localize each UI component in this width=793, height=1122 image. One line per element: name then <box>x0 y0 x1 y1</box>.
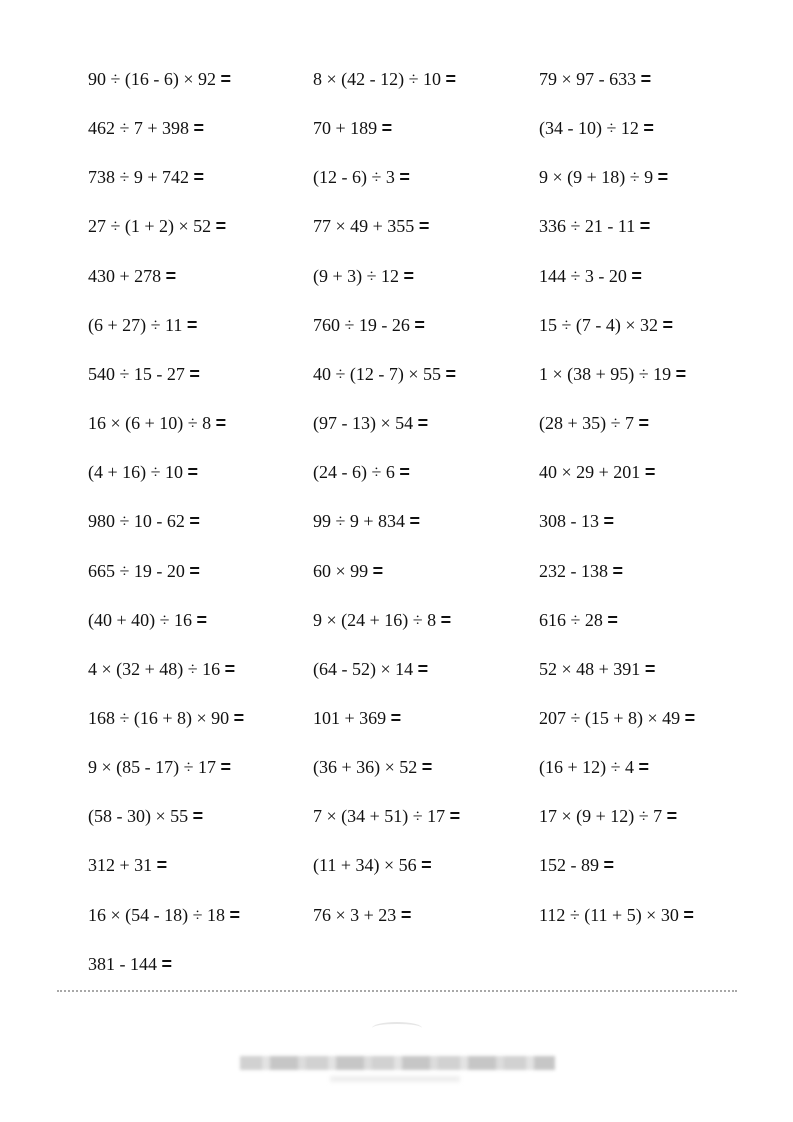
problem-expression: 90 ÷ (16 - 6) × 92 <box>88 69 217 89</box>
math-problem <box>313 457 410 487</box>
math-problem <box>88 506 200 536</box>
problem-expression: 7 × (34 + 51) ÷ 17 <box>313 806 446 827</box>
problem-expression: 207 ÷ (15 + 8) × 49 <box>539 707 681 728</box>
equals-sign: = <box>657 167 669 188</box>
problem-row <box>0 457 793 487</box>
equals-sign: = <box>381 118 393 139</box>
equals-sign: = <box>220 757 232 778</box>
problem-expression: 980 ÷ 10 - 62 <box>88 511 185 532</box>
equals-sign: = <box>445 363 457 384</box>
equals-sign: = <box>215 413 227 434</box>
problem-expression: 760 ÷ 19 - 26 <box>313 314 410 335</box>
problem-expression: 9 × (24 + 16) ÷ 8 <box>313 609 437 630</box>
problem-row <box>0 801 793 831</box>
problem-expression: (12 - 6) ÷ 3 <box>313 167 395 188</box>
equals-sign: = <box>193 118 205 139</box>
math-problem <box>313 605 451 635</box>
math-problem <box>88 703 244 733</box>
equals-sign: = <box>666 806 678 827</box>
problem-row <box>0 408 793 438</box>
equals-sign: = <box>638 757 650 778</box>
equals-sign: = <box>187 462 199 483</box>
equals-sign: = <box>399 167 410 188</box>
equals-sign: = <box>403 265 415 286</box>
equals-sign: = <box>421 855 432 876</box>
problem-expression: 430 + 278 <box>88 265 162 286</box>
problem-row <box>0 310 793 340</box>
problem-expression: (64 - 52) × 14 <box>313 658 414 679</box>
equals-sign: = <box>414 314 425 335</box>
problem-expression: 77 × 49 + 355 <box>313 216 415 237</box>
equals-sign: = <box>445 69 457 89</box>
math-problem <box>539 408 649 438</box>
problem-expression: 4 × (32 + 48) ÷ 16 <box>88 658 221 679</box>
problem-expression: 16 × (6 + 10) ÷ 8 <box>88 413 212 434</box>
problem-expression: (11 + 34) × 56 <box>313 855 417 876</box>
problem-expression: 232 - 138 <box>539 560 608 581</box>
math-problem <box>88 64 231 94</box>
math-problem <box>88 359 200 389</box>
problem-row <box>0 850 793 880</box>
math-problem <box>88 211 226 241</box>
math-problem <box>313 162 410 192</box>
problem-row <box>0 900 793 930</box>
math-problem <box>313 359 456 389</box>
problem-row <box>0 211 793 241</box>
problem-row <box>0 162 793 192</box>
equals-sign: = <box>156 855 168 876</box>
equals-sign: = <box>644 658 656 679</box>
footer-logo-mark <box>372 1022 422 1034</box>
math-problem <box>539 556 623 586</box>
problem-expression: 738 ÷ 9 + 742 <box>88 167 190 188</box>
problem-expression: (36 + 36) × 52 <box>313 757 418 778</box>
problem-row <box>0 949 793 979</box>
math-problem <box>88 900 240 930</box>
problem-row <box>0 359 793 389</box>
math-problem <box>539 162 668 192</box>
problem-expression: (16 + 12) ÷ 4 <box>539 757 635 778</box>
problem-expression: 40 ÷ (12 - 7) × 55 <box>313 363 442 384</box>
math-problem <box>88 949 172 979</box>
problem-expression: 9 × (9 + 18) ÷ 9 <box>539 167 654 188</box>
math-problem <box>313 310 425 340</box>
math-problem <box>88 457 198 487</box>
equals-sign: = <box>644 462 656 483</box>
math-problem <box>88 850 167 880</box>
equals-sign: = <box>683 904 694 925</box>
math-problem <box>313 506 420 536</box>
problem-expression: 52 × 48 + 391 <box>539 658 641 679</box>
math-problem <box>539 900 694 930</box>
problem-expression: (40 + 40) ÷ 16 <box>88 609 193 630</box>
equals-sign: = <box>640 69 652 89</box>
math-problem <box>539 654 655 684</box>
equals-sign: = <box>399 462 410 483</box>
math-problem <box>88 752 231 782</box>
problem-expression: 27 ÷ (1 + 2) × 52 <box>88 216 212 237</box>
problem-expression: 99 ÷ 9 + 834 <box>313 511 406 532</box>
equals-sign: = <box>215 216 227 237</box>
problem-row <box>0 654 793 684</box>
equals-sign: = <box>607 609 618 630</box>
math-problem <box>313 703 401 733</box>
math-problem <box>313 408 428 438</box>
problem-row <box>0 64 793 94</box>
problem-expression: 112 ÷ (11 + 5) × 30 <box>539 904 679 925</box>
math-problem <box>539 457 655 487</box>
math-problem <box>313 261 414 291</box>
math-problem <box>313 211 429 241</box>
problem-expression: 144 ÷ 3 - 20 <box>539 265 627 286</box>
problem-row <box>0 556 793 586</box>
equals-sign: = <box>186 314 198 335</box>
math-problem <box>313 801 460 831</box>
problem-expression: (9 + 3) ÷ 12 <box>313 265 400 286</box>
equals-sign: = <box>192 806 204 827</box>
equals-sign: = <box>189 560 200 581</box>
problem-row <box>0 261 793 291</box>
problem-expression: 15 ÷ (7 - 4) × 32 <box>539 314 659 335</box>
problem-expression: 60 × 99 <box>313 560 369 581</box>
math-problem <box>313 113 392 143</box>
math-problem <box>88 408 226 438</box>
problem-expression: (4 + 16) ÷ 10 <box>88 462 184 483</box>
problem-row <box>0 703 793 733</box>
math-problem <box>313 900 411 930</box>
math-problem <box>539 310 673 340</box>
problem-expression: 336 ÷ 21 - 11 <box>539 216 636 237</box>
problem-expression: 462 ÷ 7 + 398 <box>88 118 190 139</box>
equals-sign: = <box>638 413 650 434</box>
math-problem <box>313 752 432 782</box>
problem-expression: (28 + 35) ÷ 7 <box>539 413 635 434</box>
problem-expression: 312 + 31 <box>88 855 153 876</box>
equals-sign: = <box>603 855 615 876</box>
equals-sign: = <box>675 363 687 384</box>
problem-expression: (34 - 10) ÷ 12 <box>539 118 639 139</box>
equals-sign: = <box>417 658 429 679</box>
problem-expression: 9 × (85 - 17) ÷ 17 <box>88 757 217 778</box>
dotted-divider <box>57 990 737 992</box>
equals-sign: = <box>421 757 433 778</box>
math-problem <box>88 113 204 143</box>
problem-expression: (97 - 13) × 54 <box>313 413 414 434</box>
math-problem <box>539 850 614 880</box>
problem-expression: (58 - 30) × 55 <box>88 806 189 827</box>
math-problem <box>539 703 695 733</box>
problem-row <box>0 605 793 635</box>
math-problem <box>313 64 456 94</box>
equals-sign: = <box>400 904 412 925</box>
math-problem <box>313 654 428 684</box>
math-problem <box>539 113 654 143</box>
equals-sign: = <box>684 707 696 728</box>
math-problem <box>88 556 200 586</box>
equals-sign: = <box>229 904 241 925</box>
equals-sign: = <box>233 707 245 728</box>
equals-sign: = <box>612 560 624 581</box>
problem-expression: 70 + 189 <box>313 118 378 139</box>
footer-blurred-text <box>240 1056 555 1070</box>
equals-sign: = <box>409 511 421 532</box>
equals-sign: = <box>643 118 654 139</box>
problem-expression: 381 - 144 <box>88 953 157 974</box>
problem-expression: 1 × (38 + 95) ÷ 19 <box>539 363 672 384</box>
equals-sign: = <box>390 707 402 728</box>
problem-expression: 665 ÷ 19 - 20 <box>88 560 185 581</box>
equals-sign: = <box>639 216 651 237</box>
problem-expression: 76 × 3 + 23 <box>313 904 397 925</box>
problem-expression: 40 × 29 + 201 <box>539 462 641 483</box>
equals-sign: = <box>417 413 429 434</box>
problem-expression: (24 - 6) ÷ 6 <box>313 462 395 483</box>
math-problem <box>539 261 642 291</box>
math-problem <box>88 654 235 684</box>
equals-sign: = <box>449 806 461 827</box>
math-problem <box>539 359 686 389</box>
problem-row <box>0 506 793 536</box>
math-problem <box>539 211 650 241</box>
equals-sign: = <box>418 216 430 237</box>
math-problem <box>313 850 432 880</box>
problem-expression: 79 × 97 - 633 <box>539 69 637 89</box>
equals-sign: = <box>372 560 384 581</box>
math-problem <box>88 162 204 192</box>
math-problem <box>539 801 677 831</box>
problem-expression: 101 + 369 <box>313 707 387 728</box>
problem-expression: (6 + 27) ÷ 11 <box>88 314 183 335</box>
math-problem <box>88 801 203 831</box>
problem-expression: 17 × (9 + 12) ÷ 7 <box>539 806 663 827</box>
math-problem <box>539 64 651 94</box>
footer-blurred-subtext <box>330 1076 460 1082</box>
problem-expression: 616 ÷ 28 <box>539 609 603 630</box>
math-problem <box>539 506 614 536</box>
equals-sign: = <box>196 609 208 630</box>
equals-sign: = <box>440 609 452 630</box>
problem-expression: 152 - 89 <box>539 855 599 876</box>
equals-sign: = <box>189 363 200 384</box>
equals-sign: = <box>224 658 236 679</box>
equals-sign: = <box>161 953 173 974</box>
equals-sign: = <box>220 69 232 89</box>
math-problem <box>88 605 207 635</box>
equals-sign: = <box>189 511 200 532</box>
problem-expression: 308 - 13 <box>539 511 599 532</box>
problem-expression: 16 × (54 - 18) ÷ 18 <box>88 904 226 925</box>
math-problem <box>88 310 197 340</box>
problem-expression: 168 ÷ (16 + 8) × 90 <box>88 707 230 728</box>
math-problem <box>313 556 383 586</box>
equals-sign: = <box>165 265 177 286</box>
math-problem <box>539 752 649 782</box>
equals-sign: = <box>631 265 642 286</box>
problem-row <box>0 752 793 782</box>
math-problem <box>88 261 176 291</box>
problem-expression: 540 ÷ 15 - 27 <box>88 363 185 384</box>
problem-expression: 8 × (42 - 12) ÷ 10 <box>313 69 442 89</box>
problem-row <box>0 113 793 143</box>
equals-sign: = <box>662 314 674 335</box>
equals-sign: = <box>603 511 615 532</box>
math-problem <box>539 605 618 635</box>
equals-sign: = <box>193 167 205 188</box>
